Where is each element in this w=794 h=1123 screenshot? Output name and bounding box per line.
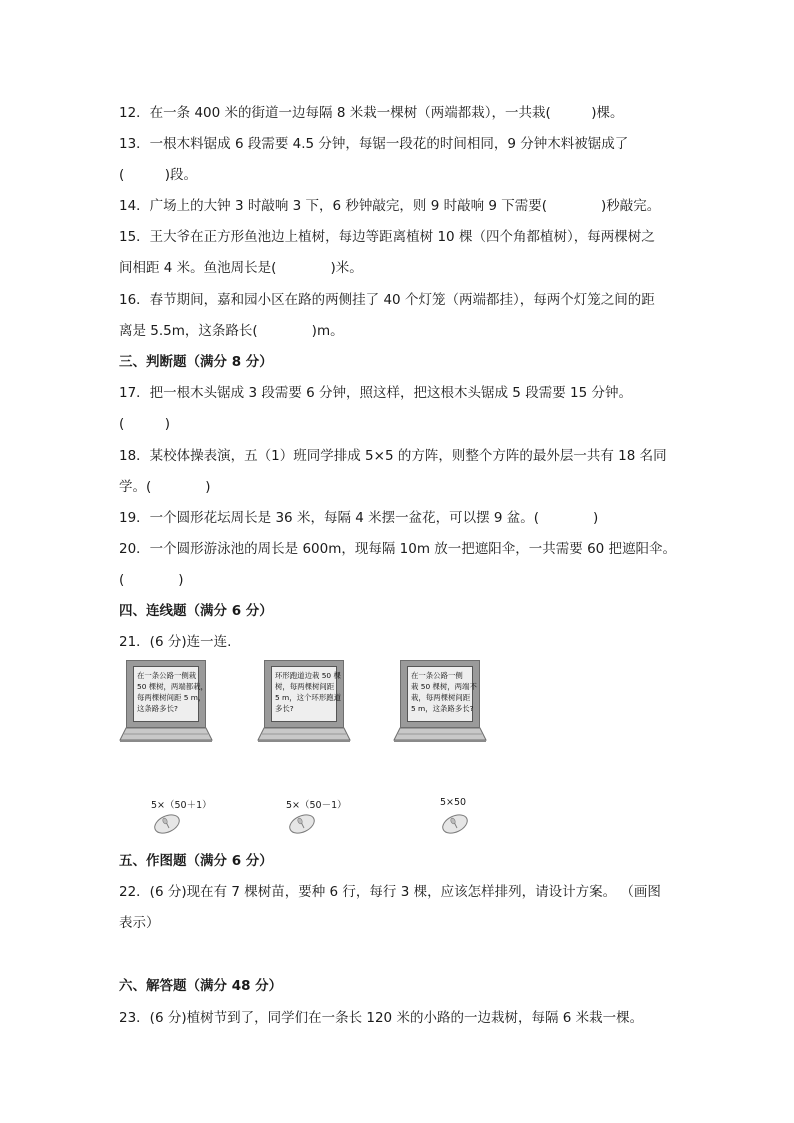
laptop-keyboard: [394, 728, 486, 742]
question-13-line-1: 13．一根木料锯成 6 段需要 4.5 分钟，每锯一段花的时间相同，9 分钟木料被锯成了: [119, 136, 629, 152]
section-6-heading: 六、解答题（满分 48 分）: [119, 978, 283, 994]
question-17-line-1: 17．把一根木头锯成 3 段需要 6 分钟，照这样，把这根木头锯成 5 段需要 15 分钟。: [119, 385, 632, 401]
question-18-line-1: 18．某校体操表演，五（1）班同学排成 5×5 的方阵，则整个方阵的最外层一共有 18 名同: [119, 448, 667, 464]
mouse-icon: [152, 813, 182, 835]
option-label-3: 5×50: [440, 797, 467, 808]
option-label-1: 5×（50＋1）: [151, 800, 212, 811]
laptop-screen: [400, 660, 480, 728]
section-4-heading: 四、连线题（满分 6 分）: [119, 603, 273, 619]
question-14: 14．广场上的大钟 3 时敲响 3 下，6 秒钟敲完，则 9 时敲响 9 下需要( )秒敲完。: [119, 198, 661, 214]
question-22-line-1: 22．(6 分)现在有 7 棵树苗，要种 6 行，每行 3 棵，应该怎样排列，请设计方案。 （画图: [119, 884, 661, 900]
mouse-icon: [287, 813, 317, 835]
section-5-heading: 五、作图题（满分 6 分）: [119, 853, 273, 869]
laptop-keyboard: [120, 728, 212, 742]
question-18-line-2: 学。( ): [119, 479, 211, 495]
question-16-line-2: 离是 5.5m，这条路长( )m。: [119, 323, 344, 339]
question-16-line-1: 16．春节期间，嘉和园小区在路的两侧挂了 40 个灯笼（两端都挂），每两个灯笼之间的距: [119, 292, 655, 308]
laptop-screen: [126, 660, 206, 728]
laptop-screen: [264, 660, 344, 728]
question-19: 19．一个圆形花坛周长是 36 米，每隔 4 米摆一盆花，可以摆 9 盆。( ): [119, 510, 599, 526]
laptop-keyboard: [258, 728, 350, 742]
laptop-icon: [258, 660, 350, 744]
question-15-line-1: 15．王大爷在正方形鱼池边上植树，每边等距离植树 10 棵（四个角都植树），每两棵树之: [119, 229, 655, 245]
question-15-line-2: 间相距 4 米。鱼池周长是( )米。: [119, 260, 363, 276]
question-12: 12．在一条 400 米的街道一边每隔 8 米栽一棵树（两端都栽），一共栽( )棵。: [119, 105, 624, 121]
match-card-3: 在一条公路一侧 栽 50 棵树，两端不 栽，每两棵树间距 5 m，这条路多长?: [407, 666, 473, 722]
question-23: 23．(6 分)植树节到了，同学们在一条长 120 米的小路的一边栽树，每隔 6 米栽一棵。: [119, 1010, 644, 1026]
question-20-line-2: ( ): [119, 572, 184, 588]
question-17-line-2: ( ): [119, 416, 171, 432]
mouse-icon: [440, 813, 470, 835]
match-card-1: 在一条公路一侧栽 50 棵树，两端都栽， 每两棵树间距 5 m， 这条路多长?: [133, 666, 199, 722]
question-22-line-2: 表示）: [119, 915, 160, 931]
question-13-line-2: ( )段。: [119, 167, 198, 183]
laptop-icon: [120, 660, 212, 744]
section-3-heading: 三、判断题（满分 8 分）: [119, 354, 273, 370]
option-label-2: 5×（50－1）: [286, 800, 347, 811]
question-21: 21．(6 分)连一连.: [119, 634, 232, 650]
question-20-line-1: 20．一个圆形游泳池的周长是 600m，现每隔 10m 放一把遮阳伞，一共需要 60 把遮阳伞。: [119, 541, 677, 557]
match-card-2: 环形跑道边栽 50 棵 树，每两棵树间距 5 m，这个环形跑道 多长?: [271, 666, 337, 722]
laptop-icon: [394, 660, 486, 744]
